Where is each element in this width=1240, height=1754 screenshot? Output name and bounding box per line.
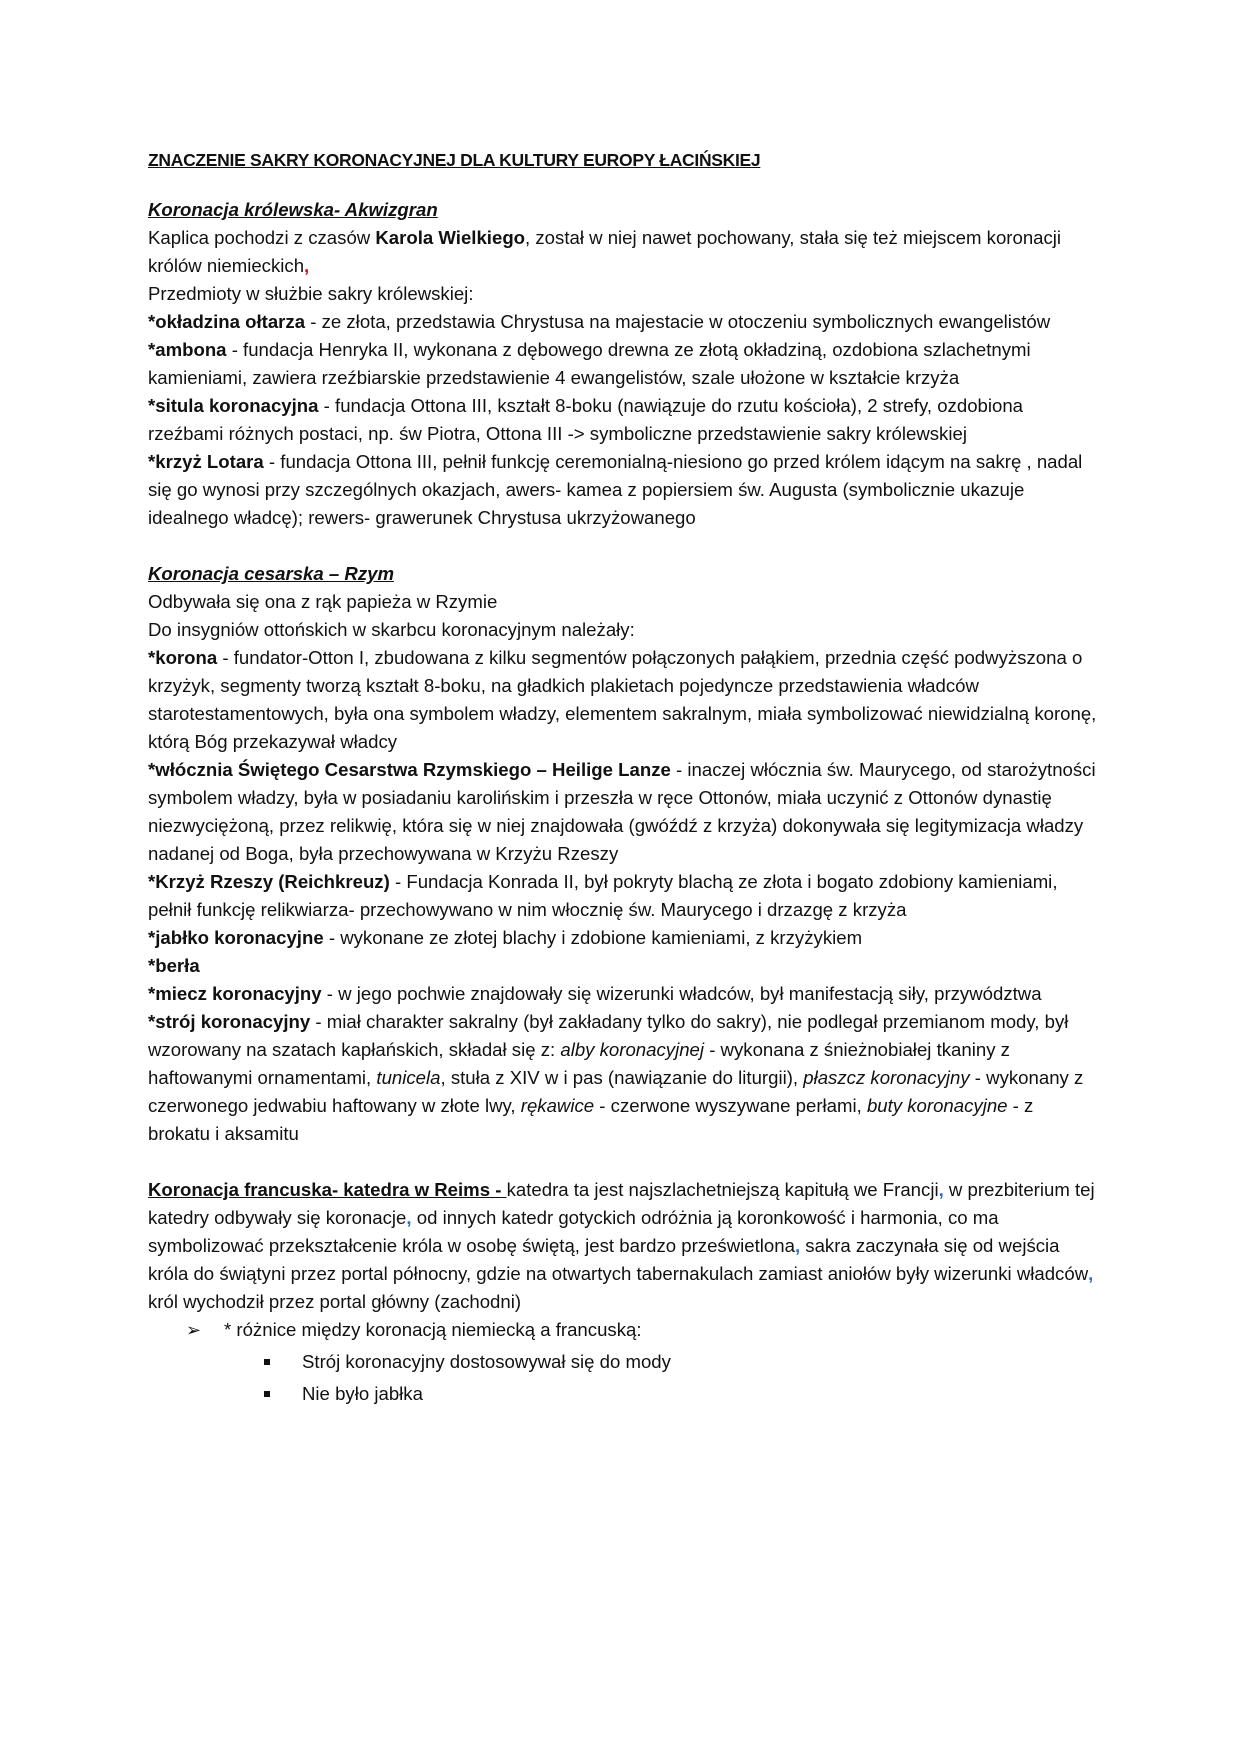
item-okladzina <box>148 308 1098 336</box>
difference-list <box>148 1316 1098 1408</box>
blue-comma: , <box>406 1207 412 1228</box>
item-ambona <box>148 336 1098 392</box>
text: od innych katedr gotyckich odróżnia ją koronkowość i harmonia, co ma symbolizować przekształcenie króla w osobę świętą, jest bardzo prześwietlona <box>148 1207 999 1256</box>
sub-list <box>224 1348 1098 1408</box>
italic-text: tunicela <box>376 1067 441 1088</box>
blue-comma: , <box>794 1235 801 1256</box>
text: w prezbiterium tej katedry odbywały się koronacje <box>148 1179 1095 1228</box>
bold-text: Karola Wielkiego <box>375 227 526 248</box>
arrow-bullet-icon: ➢ <box>186 1320 202 1340</box>
item-label: *włócznia Świętego Cesarstwa Rzymskiego – Heilige Lanze <box>148 759 671 780</box>
item-text: - ze złota, przedstawia Chrystusa na majestacie w otoczeniu symbolicznych ewangelistów <box>305 311 1051 332</box>
item-label: *korona <box>148 647 218 668</box>
item-wlocznia <box>148 756 1098 868</box>
item-text: - fundacja Ottona III, kształt 8-boku (nawiązuje do rzutu kościoła), 2 strefy, ozdobiona rzeźbami różnych postaci, np. św Piotra, Ottona III -> symboliczne przedstawienie sakry królewskiej <box>148 395 1024 444</box>
item-label: *Krzyż Rzeszy (Reichkreuz) <box>148 871 390 892</box>
item-text: - fundator-Otton I, zbudowana z kilku segmentów połączonych pałąkiem, przednia część podwyższona o krzyżyk, segmenty tworzą kształt 8-boku, na gładkich plakietach pojedyncze przedstawienia władców starotestamentowych, była ona symbolem władzy, elementem sakralnym, miała symbolizować niewidzialną koronę, którą Bóg przekazywał władcy <box>148 647 1097 752</box>
text: , został w niej nawet pochowany, stała się też miejscem koronacji królów niemieckich <box>148 227 1062 276</box>
document-page <box>148 146 1098 1408</box>
item-text: - inaczej włócznia św. Maurycego, od starożytności symbolem władzy, była w posiadaniu karolińskim i przeszła w ręce Ottonów, miała uczynić z Ottonów dynastię niezwyciężoną, przez relikwię, która się w niej znajdowała (gwóźdź z krzyża) dokonywała się legitymizacja władzy nadanej od Boga, była przechowywana w Krzyżu Rzeszy <box>148 759 1096 864</box>
list-item-text: Strój koronacyjny dostosowywał się do mody <box>302 1351 671 1372</box>
item-text: - fundacja Ottona III, pełnił funkcję ceremonialną-niesiono go przed królem idącym na sakrę , nadal się go wynosi przy szczególnych okazjach, awers- kamea z popiersiem św. Augusta (symbolicznie ukazuje idealnego władcę); rewers- grawerunek Chrystusa ukrzyżowanego <box>148 451 1083 528</box>
text: katedra ta jest najszlachetniejszą kapitułą we Francji <box>506 1179 939 1200</box>
item-stroj <box>148 1008 1098 1148</box>
section-heading-reims: Koronacja francuska- katedra w Reims - <box>148 1179 507 1200</box>
paragraph-odbywala: Odbywała się ona z rąk papieża w Rzymie <box>148 591 498 612</box>
blue-comma: , <box>1088 1263 1094 1284</box>
item-text: - wykonana z śnieżnobiałej tkaniny z haftowanymi ornamentami, <box>148 1039 1010 1088</box>
item-miecz <box>148 980 1098 1008</box>
text: sakra zaczynała się od wejścia króla do świątyni przez portal północny, gdzie na otwartych tabernakulach zamiast aniołów były wizerunki władców <box>148 1235 1089 1284</box>
section-heading-rzym: Koronacja cesarska – Rzym <box>148 563 394 584</box>
item-korona <box>148 644 1098 756</box>
square-bullet-icon <box>264 1359 270 1365</box>
document-title: ZNACZENIE SAKRY KORONACYJNEJ DLA KULTURY EUROPY ŁACIŃSKIEJ <box>148 150 761 170</box>
item-text: , stuła z XIV w i pas (nawiązanie do liturgii), <box>440 1067 804 1088</box>
list-item <box>264 1348 1098 1376</box>
italic-text: płaszcz koronacyjny <box>803 1067 970 1088</box>
item-text: - czerwone wyszywane perłami, <box>594 1095 867 1116</box>
item-text: - miał charakter sakralny (był zakładany tylko do sakry), nie podlegał przemianom mody, był wzorowany na szatach kapłańskich, składał się z: <box>148 1011 1069 1060</box>
item-text: - wykonane ze złotej blachy i zdobione kamieniami, z krzyżykiem <box>323 927 863 948</box>
square-bullet-icon <box>264 1391 270 1397</box>
italic-text: buty koronacyjne <box>866 1095 1008 1116</box>
item-text: - Fundacja Konrada II, był pokryty blachą ze złota i bogato zdobiony kamieniami, pełnił funkcję relikwiarza- przechowywano w nim włocznię św. Maurycego i drzazgę z krzyża <box>148 871 1058 920</box>
text: Kaplica pochodzi z czasów <box>148 227 376 248</box>
item-label: *jabłko koronacyjne <box>148 927 324 948</box>
blue-comma: , <box>938 1179 944 1200</box>
item-krzyz-lotara <box>148 448 1098 532</box>
paragraph-reims <box>148 1176 1098 1316</box>
list-item <box>264 1380 1098 1408</box>
item-krzyz-rzeszy <box>148 868 1098 924</box>
list-item-text: * różnice między koronacją niemiecką a francuską: <box>224 1319 642 1340</box>
item-situla <box>148 392 1098 448</box>
item-text: - w jego pochwie znajdowały się wizerunki władców, był manifestacją siły, przywództwa <box>321 983 1042 1004</box>
italic-text: rękawice <box>520 1095 595 1116</box>
item-label: *ambona <box>148 339 227 360</box>
item-label: *strój koronacyjny <box>148 1011 311 1032</box>
item-berla <box>148 952 1098 980</box>
item-text: - wykonany z czerwonego jedwabiu haftowany w złote lwy, <box>148 1067 1084 1116</box>
item-label: *berła <box>148 955 200 976</box>
item-label: *krzyż Lotara <box>148 451 264 472</box>
text: król wychodził przez portal główny (zachodni) <box>148 1291 522 1312</box>
paragraph-insygnia: Do insygniów ottońskich w skarbcu koronacyjnym należały: <box>148 619 635 640</box>
section-heading-akwizgran: Koronacja królewska- Akwizgran <box>148 199 438 220</box>
item-label: *okładzina ołtarza <box>148 311 306 332</box>
item-label: *situla koronacyjna <box>148 395 319 416</box>
list-item-text: Nie było jabłka <box>302 1383 423 1404</box>
item-text: - fundacja Henryka II, wykonana z dębowego drewna ze złotą okładziną, ozdobiona szlachetnymi kamieniami, zawiera rzeźbiarskie przedstawienie 4 ewangelistów, szale ułożone w kształcie krzyża <box>148 339 1031 388</box>
item-text: - z brokatu i aksamitu <box>148 1095 1034 1144</box>
list-item <box>186 1316 1098 1408</box>
red-comma: , <box>304 255 310 276</box>
paragraph-przedmioty: Przedmioty w służbie sakry królewskiej: <box>148 283 474 304</box>
item-label: *miecz koronacyjny <box>148 983 322 1004</box>
paragraph-kaplica <box>148 224 1098 280</box>
item-jablko <box>148 924 1098 952</box>
italic-text: alby koronacyjnej <box>560 1039 705 1060</box>
